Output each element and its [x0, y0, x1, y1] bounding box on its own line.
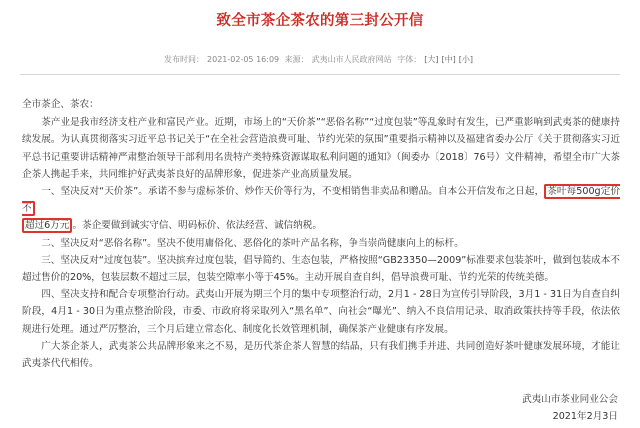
page-title: 致全市茶企茶农的第三封公开信 [216, 13, 424, 29]
paragraph-closing: 广大茶企茶人，武夷茶公共品牌形象来之不易，是历代茶企茶人智慧的结晶，只有我们携手并进、共同创造好茶叶健康发展环境，才能让武夷茶代代相传。 [22, 340, 620, 370]
paragraph-item-2: 二、坚决反对“恶俗名称”。坚决不使用庸俗化、恶俗化的茶叶产品名称，争当崇尚健康向上的标杆。 [41, 237, 464, 249]
header-divider [20, 74, 620, 75]
font-medium-button[interactable]: [中] [441, 55, 456, 64]
font-small-button[interactable]: [小] [458, 55, 473, 64]
paragraph-intro: 茶产业是我市经济支柱产业和富民产业。近期，市场上的“天价茶”“恶俗名称”“过度包装”等乱象时有发生，已严重影响到武夷茶的健康持续发展。为认真贯彻落实习近平总书记关于“在全社会营造浪费可耻、节约光荣的氛围”重要指示精神以及福建省委办公厅《关于贯彻落实习近平总书记重要讲话精神严肃整治领导干部利用名贵特产类特殊资源谋取私利问题的通知》（闽委办〔2018〕76号）文件精神，希望全市广大茶企茶人携起手来，共同维护好武夷茶良好的品牌形象，促进茶产业高质量发展。 [22, 117, 620, 180]
font-large-button[interactable]: [大] [424, 55, 439, 64]
signature-block [522, 391, 618, 425]
publish-time-label: 发布时间： [164, 55, 205, 64]
article-meta [0, 54, 640, 65]
price-limit-highlight: 茶叶每500g定价不 [22, 186, 620, 215]
source-name: 武夷山市人民政府网站 [311, 55, 392, 64]
item-1-text: 一、坚决反对“天价茶”。承诺不参与虚标茶价、炒作天价等行为，不变相销售非卖品和赠品。自本公开信发布之日起， [41, 186, 545, 198]
salutation: 全市茶企、茶农： [22, 99, 99, 110]
signature-date: 2021年2月3日 [552, 411, 618, 422]
letter-body [22, 96, 620, 372]
paragraph-item-1 [22, 183, 620, 235]
price-limit-highlight-cont: 超过6万元 [22, 218, 72, 233]
publish-time: 2021-02-05 16:09 [207, 55, 280, 64]
source-label: 来源： [284, 55, 309, 64]
paragraph-item-4: 四、坚决支持和配合专项整治行动。武夷山开展为期三个月的集中专项整治行动，2月1 - 28日为宣传引导阶段，3月1 - 31日为自查自纠阶段，4月1 - 30日为重点整治阶段，市委、市政府将采取列入“黑名单”、向社会“曝光”、纳入不良信用记录、取消政策扶持等手段，依法依规进行处理。通过严厉整治，三个月后建立常态化、制度化长效管理机制，确保茶产业健康有序发展。 [22, 289, 620, 335]
paragraph-item-3: 三、坚决反对“过度包装”。坚决摈弃过度包装，倡导简约、生态包装，严格按照“GB23350—2009”标准要求包装茶叶，做到包装成本不超过售价的20%，包装层数不超过三层，包装空隙率小等于45%。主动开展自查自纠，倡导浪费可耻、节约光荣的传统美德。 [22, 254, 620, 284]
font-size-label: 字体： [397, 55, 422, 64]
item-1-text-cont: 。茶企要做到诚实守信、明码标价、依法经营、诚信纳税。 [72, 220, 322, 232]
signature-org: 武夷山市茶业同业公会 [522, 394, 618, 405]
